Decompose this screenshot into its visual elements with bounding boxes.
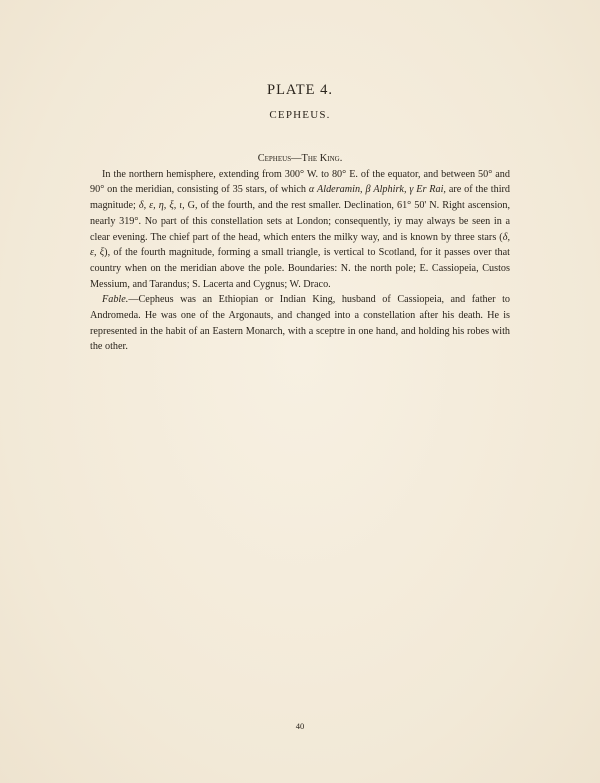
plate-title: PLATE 4.	[267, 82, 333, 98]
fable-text: —Cepheus was an Ethiopian or Indian King, husband of Cassiopeia, and father to Andromeda. He was one of the Argonauts, and changed into a constellation after his death. He is represented in the habit of an Eastern Monarch, with a sceptre in one hand, and holding his robes with the other.	[90, 294, 510, 353]
fable-paragraph	[90, 292, 510, 355]
paragraph-text-4: ), of the fourth magnitude, forming a small triangle, is vertical to Scotland, for it passes over that country when on the meridian above the pole. Boundaries: N. the north pole; E. Cassiopeia, Custos Messium, and Tarandus; S. Lacerta and Cygnus; W. Draco.	[90, 247, 510, 290]
body-text	[90, 151, 510, 355]
star-alpha-name: α Alderamin,	[308, 184, 363, 196]
paragraph-text-1: In the northern hemisphere, extending from 300° W. to 80° E. of the equator, and between 50° and 90° on the meridian, consisting of 35 stars, of which	[90, 168, 510, 196]
plate-subtitle: CEPHEUS.	[269, 109, 331, 121]
star-gamma-name: γ Er Rai,	[409, 184, 446, 196]
page-number: 40	[295, 721, 305, 731]
paragraph-text-2: are of the third magnitude;	[90, 184, 511, 212]
description-paragraph	[90, 167, 510, 293]
section-heading-text: Cepheus—The King.	[257, 153, 343, 164]
star-beta-name: β Alphirk,	[365, 184, 407, 196]
paragraph-text-3: G, of the fourth, and the rest smaller. Declination, 61° 50' N. Right ascension, nearly 319°. No part of this constellation sets at London; consequently, iy may always be seen in a clear evening. The chief part of the head, which enters the milky way, and is known by three stars (	[90, 200, 511, 243]
triangle-stars: δ, ε, ξ	[90, 231, 510, 259]
fourth-magnitude-stars: δ, ε, η, ξ, ι,	[138, 200, 185, 212]
fable-label: Fable.	[102, 294, 129, 306]
section-heading	[90, 151, 510, 167]
